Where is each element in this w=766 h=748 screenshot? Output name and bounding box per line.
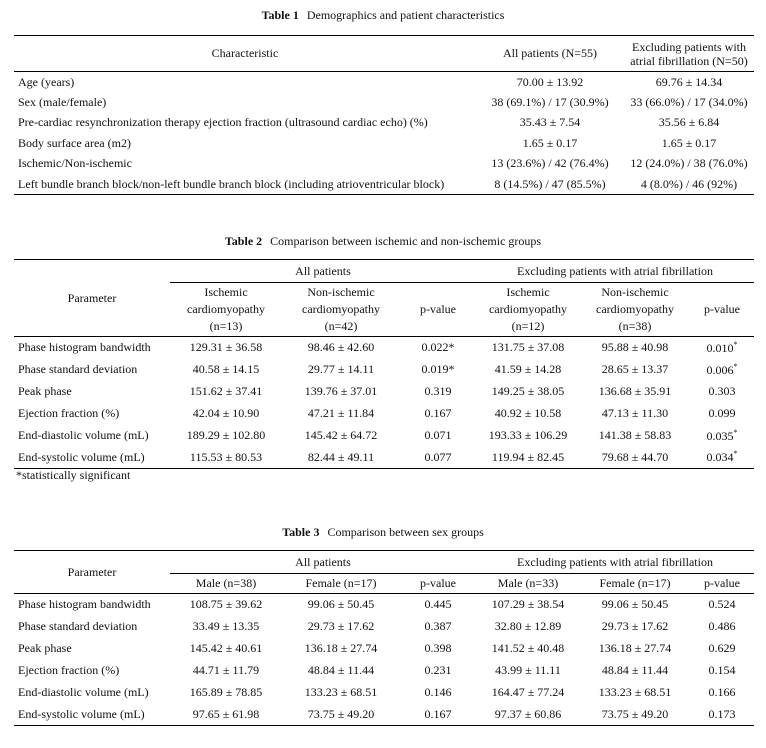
cell-value: 79.68 ± 44.70 xyxy=(601,449,669,464)
table2-footnote: *statistically significant xyxy=(16,468,131,482)
row-label: Phase histogram bandwidth xyxy=(18,340,151,355)
row-label: End-diastolic volume (mL) xyxy=(18,685,149,699)
row-label: End-diastolic volume (mL) xyxy=(18,428,149,442)
cell-value: 4 (8.0%) / 46 (92%) xyxy=(640,176,738,191)
cell-value: 0.319 xyxy=(424,384,452,398)
table-row xyxy=(14,113,754,134)
table1-caption xyxy=(0,8,766,23)
table-row xyxy=(14,72,754,93)
cell-value: 97.37 ± 60.86 xyxy=(494,706,562,721)
cell-value: 0.077 xyxy=(424,449,452,464)
cell-value: 133.23 ± 68.51 xyxy=(598,685,672,699)
row-label: End-systolic volume (mL) xyxy=(18,449,145,464)
cell-value: 40.58 ± 14.15 xyxy=(192,362,260,376)
table2-col-p-all: p-value xyxy=(420,302,456,316)
cell-value: 145.42 ± 40.61 xyxy=(189,641,263,655)
cell-value: 129.31 ± 36.58 xyxy=(189,340,263,355)
table1-header-all: All patients (N=55) xyxy=(502,46,598,60)
cell-value: 0.524 xyxy=(708,597,736,612)
cell-value: 47.21 ± 11.84 xyxy=(307,406,375,420)
table3-group-all: All patients xyxy=(170,551,476,574)
table3-caption xyxy=(0,525,766,540)
table3-col-p-all: p-value xyxy=(420,576,456,590)
cell-value xyxy=(690,425,754,447)
table-row xyxy=(14,704,754,726)
cell-value: 35.43 ± 7.54 xyxy=(519,115,581,130)
row-label: Age (years) xyxy=(18,74,75,89)
cell-value: 0.398 xyxy=(424,641,452,655)
row-label: Peak phase xyxy=(18,641,72,655)
table3-col-female-all: Female (n=17) xyxy=(305,576,377,590)
table-row xyxy=(14,403,754,425)
table2 xyxy=(14,259,754,469)
cell-value: 0.166 xyxy=(708,685,736,699)
table1-title: Demographics and patient characteristics xyxy=(306,8,505,22)
table-row xyxy=(14,92,754,113)
cell-value: 32.80 ± 12.89 xyxy=(494,619,562,633)
significance-mark: * xyxy=(733,339,738,349)
table2-col-non-all: Non-ischemic cardiomyopathy (n=42) xyxy=(302,285,380,333)
cell-value: 29.73 ± 17.62 xyxy=(307,619,375,633)
table2-col-isch-excl: Ischemic cardiomyopathy (n=12) xyxy=(489,285,567,333)
table1-header-excl-line2: atrial fibrillation (N=50) xyxy=(630,53,748,68)
row-label: Ejection fraction (%) xyxy=(18,663,120,677)
row-label: Sex (male/female) xyxy=(18,94,107,109)
cell-value: 189.29 ± 102.80 xyxy=(186,428,266,442)
cell-value: 115.53 ± 80.53 xyxy=(189,449,263,464)
row-label: End-systolic volume (mL) xyxy=(18,706,145,721)
cell-value: 98.46 ± 42.60 xyxy=(307,340,375,355)
significance-mark: * xyxy=(733,427,738,437)
cell-value: 12 (24.0%) / 38 (76.0%) xyxy=(630,156,748,171)
row-label: Peak phase xyxy=(18,384,72,398)
cell-value: 29.73 ± 17.62 xyxy=(601,619,669,633)
table3-label: Table 3 xyxy=(282,525,320,539)
table2-label: Table 2 xyxy=(224,234,263,248)
significance-mark: * xyxy=(733,449,738,459)
cell-value: 136.18 ± 27.74 xyxy=(598,641,672,655)
row-label: Ischemic/Non-ischemic xyxy=(18,156,132,171)
table-row xyxy=(14,381,754,403)
cell-value: 8 (14.5%) / 47 (85.5%) xyxy=(494,176,606,191)
table3 xyxy=(14,550,754,726)
p-value: 0.034 xyxy=(706,450,734,465)
table-row xyxy=(14,447,754,469)
row-label: Pre-cardiac resynchronization therapy ejection fraction (ultrasound cardiac echo) (%) xyxy=(18,115,428,130)
cell-value: 97.65 ± 61.98 xyxy=(192,706,260,721)
table2-col-p-excl: p-value xyxy=(704,302,740,316)
table1-header-characteristic: Characteristic xyxy=(211,46,279,60)
cell-value: 107.29 ± 38.54 xyxy=(491,597,565,612)
cell-value: 136.18 ± 27.74 xyxy=(304,641,378,655)
table-row xyxy=(14,660,754,682)
cell-value: 95.88 ± 40.98 xyxy=(601,340,669,355)
table3-header-parameter: Parameter xyxy=(67,564,117,579)
cell-value: 1.65 ± 0.17 xyxy=(522,135,578,150)
cell-value: 70.00 ± 13.92 xyxy=(516,74,584,89)
table2-col-non-excl: Non-ischemic cardiomyopathy (n=38) xyxy=(596,285,674,333)
cell-value: 151.62 ± 37.41 xyxy=(189,384,263,398)
p-value: 0.006 xyxy=(706,362,734,377)
cell-value: 145.42 ± 64.72 xyxy=(304,428,378,442)
cell-value: 42.04 ± 10.90 xyxy=(192,406,260,420)
table3-title: Comparison between sex groups xyxy=(327,525,484,539)
cell-value: 43.99 ± 11.11 xyxy=(495,663,561,677)
row-label: Phase histogram bandwidth xyxy=(18,597,151,612)
cell-value: 0.071 xyxy=(424,428,452,442)
table-row xyxy=(14,638,754,660)
table1-header-excl xyxy=(624,36,754,72)
cell-value: 0.167 xyxy=(424,406,452,420)
cell-value: 133.23 ± 68.51 xyxy=(304,685,378,699)
cell-value: 141.38 ± 58.83 xyxy=(598,428,672,442)
row-label: Phase standard deviation xyxy=(18,619,138,633)
row-label: Ejection fraction (%) xyxy=(18,406,120,420)
cell-value: 165.89 ± 78.85 xyxy=(189,685,263,699)
cell-value: 108.75 ± 39.62 xyxy=(189,597,263,612)
table2-header-parameter: Parameter xyxy=(67,290,117,305)
table-row xyxy=(14,425,754,447)
table-row xyxy=(14,133,754,154)
cell-value: 1.65 ± 0.17 xyxy=(661,135,717,150)
table1-label: Table 1 xyxy=(261,8,299,22)
cell-value: 131.75 ± 37.08 xyxy=(491,340,565,355)
cell-value: 29.77 ± 14.11 xyxy=(307,362,375,376)
table-row xyxy=(14,154,754,175)
cell-value: 35.56 ± 6.84 xyxy=(658,115,720,130)
cell-value xyxy=(690,337,754,359)
cell-value: 0.231 xyxy=(424,663,452,677)
table2-caption xyxy=(0,234,766,249)
cell-value: 47.13 ± 11.30 xyxy=(601,406,669,420)
table1-header-excl-line1: Excluding patients with xyxy=(632,39,746,54)
cell-value: 0.445 xyxy=(424,597,452,612)
row-label: Phase standard deviation xyxy=(18,362,138,376)
table3-col-female-excl: Female (n=17) xyxy=(599,576,671,590)
cell-value: 0.629 xyxy=(708,641,736,655)
table3-col-male-excl: Male (n=33) xyxy=(497,576,559,590)
cell-value: 149.25 ± 38.05 xyxy=(491,384,565,398)
table3-group-excl: Excluding patients with atrial fibrillation xyxy=(476,551,754,574)
table2-title: Comparison between ischemic and non-ischemic groups xyxy=(270,234,542,248)
cell-value: 33 (66.0%) / 17 (34.0%) xyxy=(630,94,748,109)
table-row xyxy=(14,359,754,381)
p-value: 0.010 xyxy=(706,340,734,355)
table3-col-p-excl: p-value xyxy=(704,576,740,590)
cell-value: 0.387 xyxy=(424,619,452,633)
cell-value: 164.47 ± 77.24 xyxy=(491,685,565,699)
table-row xyxy=(14,174,754,195)
cell-value: 0.022* xyxy=(421,340,455,355)
cell-value: 48.84 ± 11.44 xyxy=(601,663,669,677)
table-row xyxy=(14,594,754,616)
p-value: 0.303 xyxy=(708,384,736,398)
cell-value: 13 (23.6%) / 42 (76.4%) xyxy=(491,156,609,171)
cell-value: 0.167 xyxy=(424,706,452,721)
cell-value: 38 (69.1%) / 17 (30.9%) xyxy=(491,94,609,109)
cell-value: 48.84 ± 11.44 xyxy=(307,663,375,677)
cell-value: 0.146 xyxy=(424,685,452,699)
cell-value xyxy=(690,403,754,425)
cell-value: 82.44 ± 49.11 xyxy=(307,449,375,464)
cell-value: 193.33 ± 106.29 xyxy=(488,428,568,442)
table2-group-excl: Excluding patients with atrial fibrillation xyxy=(476,260,754,283)
cell-value: 69.76 ± 14.34 xyxy=(655,74,723,89)
table2-group-all: All patients xyxy=(170,260,476,283)
row-label: Left bundle branch block/non-left bundle branch block (including atrioventricular block) xyxy=(18,176,445,191)
cell-value xyxy=(690,359,754,381)
cell-value: 139.76 ± 37.01 xyxy=(304,384,378,398)
cell-value: 141.52 ± 40.48 xyxy=(491,641,565,655)
cell-value xyxy=(690,381,754,403)
cell-value: 0.173 xyxy=(708,706,736,721)
table-row xyxy=(14,616,754,638)
cell-value: 40.92 ± 10.58 xyxy=(494,406,562,420)
table2-col-isch-all: Ischemic cardiomyopathy (n=13) xyxy=(187,285,265,333)
table-row xyxy=(14,682,754,704)
p-value: 0.035 xyxy=(706,428,734,443)
cell-value: 119.94 ± 82.45 xyxy=(491,449,565,464)
cell-value: 41.59 ± 14.28 xyxy=(494,362,562,376)
cell-value: 44.71 ± 11.79 xyxy=(192,663,260,677)
cell-value: 0.486 xyxy=(708,619,736,633)
cell-value: 136.68 ± 35.91 xyxy=(598,384,672,398)
cell-value xyxy=(690,447,754,469)
table-row xyxy=(14,337,754,359)
cell-value: 73.75 ± 49.20 xyxy=(601,706,669,721)
cell-value: 0.154 xyxy=(708,663,736,677)
p-value: 0.099 xyxy=(708,406,736,420)
cell-value: 99.06 ± 50.45 xyxy=(307,597,375,612)
cell-value: 33.49 ± 13.35 xyxy=(192,619,260,633)
cell-value: 28.65 ± 13.37 xyxy=(601,362,669,376)
table3-col-male-all: Male (n=38) xyxy=(195,576,257,590)
cell-value: 99.06 ± 50.45 xyxy=(601,597,669,612)
cell-value: 0.019* xyxy=(421,362,455,376)
table1 xyxy=(14,35,754,195)
cell-value: 73.75 ± 49.20 xyxy=(307,706,375,721)
row-label: Body surface area (m2) xyxy=(18,135,131,150)
significance-mark: * xyxy=(733,361,738,371)
